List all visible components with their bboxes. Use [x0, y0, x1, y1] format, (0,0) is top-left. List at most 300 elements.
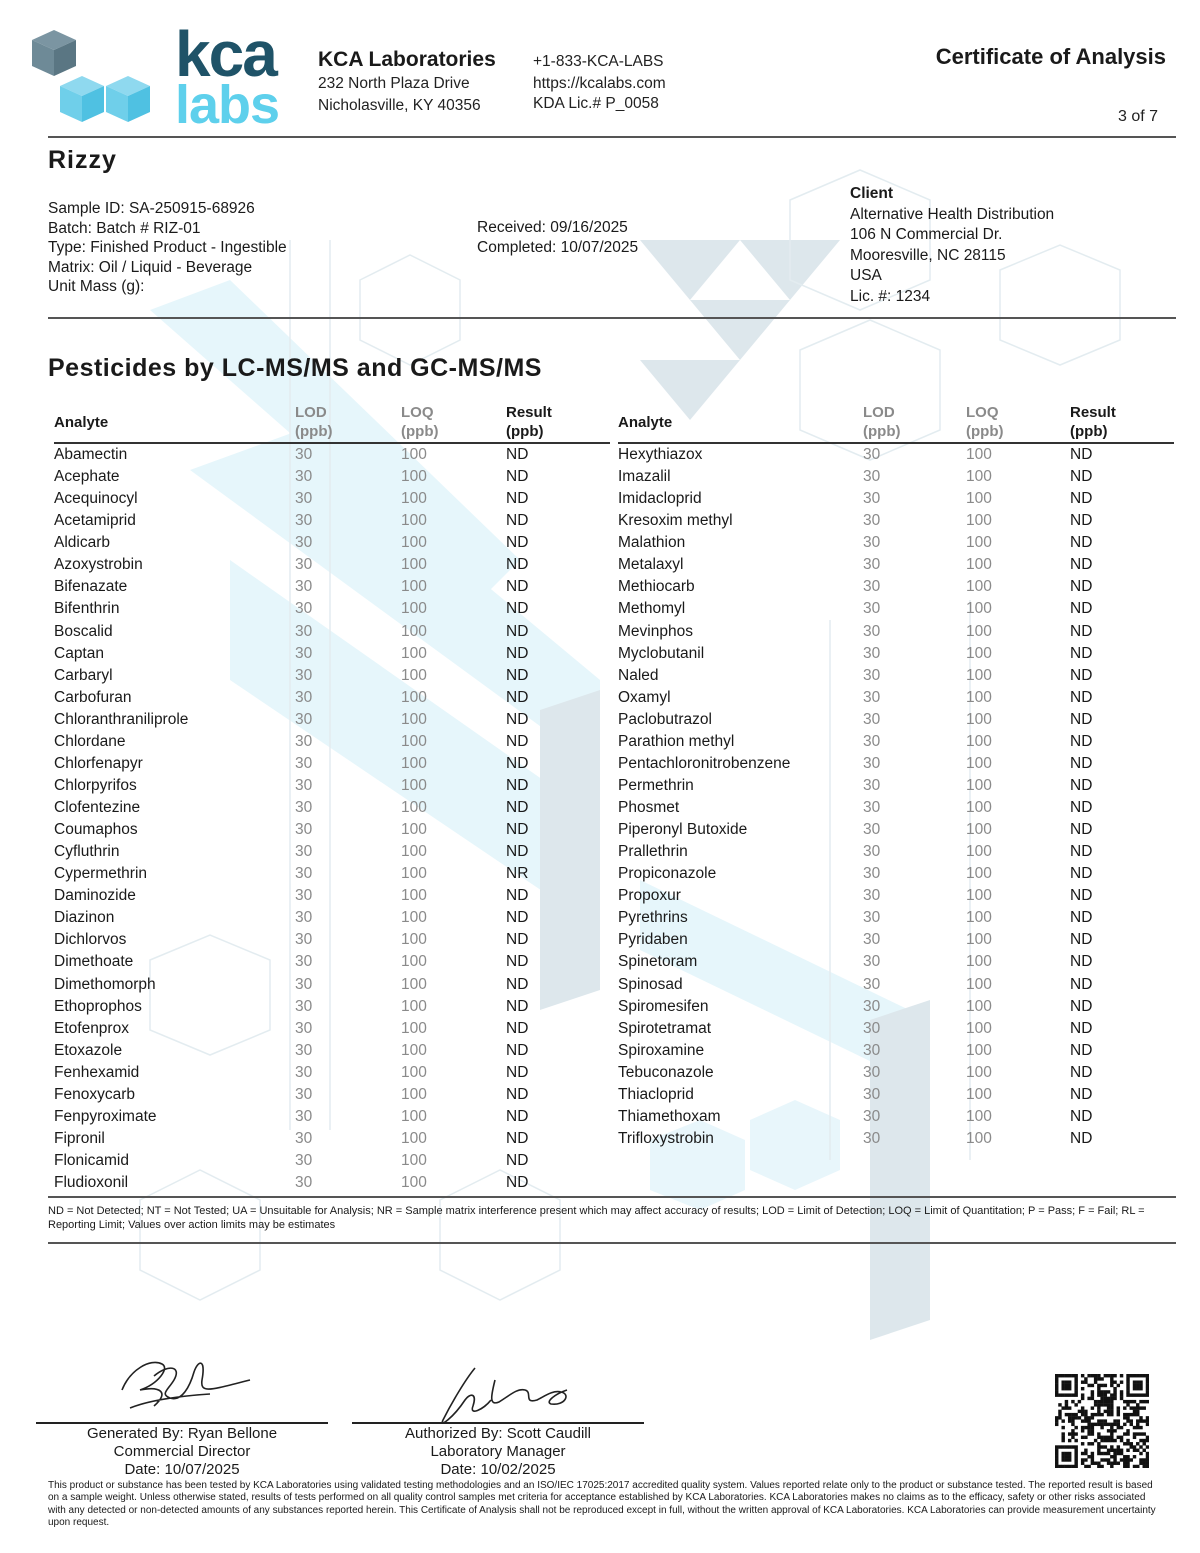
table-row [54, 488, 610, 510]
lod-cell: 30 [295, 997, 313, 1015]
result-cell: ND [506, 534, 529, 552]
lod-cell: 30 [295, 710, 313, 728]
loq-cell: 100 [401, 1129, 427, 1147]
loq-cell: 100 [401, 578, 427, 596]
authorized-role: Laboratory Manager [430, 1443, 566, 1460]
table-row [54, 443, 610, 466]
lod-cell: 30 [295, 1174, 313, 1192]
lod-cell: 30 [863, 688, 881, 706]
loq-header: LOQ (ppb) [401, 402, 506, 443]
lod-cell: 30 [295, 953, 313, 971]
analyte-cell: Fenoxycarb [54, 1085, 135, 1103]
client-heading: Client [850, 185, 894, 202]
client-street: 106 N Commercial Dr. [850, 226, 1003, 244]
table-row [618, 1128, 1174, 1150]
lod-cell: 30 [295, 600, 313, 618]
table-row [54, 841, 610, 863]
lab-website-link[interactable]: https://kcalabs.com [533, 75, 666, 92]
logo-wordmark-kca: kca [175, 18, 276, 90]
table-row [54, 974, 610, 996]
analyte-cell: Methiocarb [618, 578, 695, 596]
analyte-cell: Imazalil [618, 468, 671, 486]
analyte-cell: Chlorpyrifos [54, 776, 137, 794]
loq-cell: 100 [401, 997, 427, 1015]
analyte-cell: Methomyl [618, 600, 686, 618]
loq-cell: 100 [401, 975, 427, 993]
lod-cell: 30 [863, 1107, 881, 1125]
result-cell: ND [506, 468, 529, 486]
loq-cell: 100 [401, 865, 427, 883]
received-date: Received: 09/16/2025 [477, 219, 628, 236]
analyte-cell: Clofentezine [54, 799, 141, 816]
table-row [54, 885, 610, 907]
analyte-cell: Abamectin [54, 446, 128, 463]
loq-cell: 100 [966, 843, 992, 861]
analyte-cell: Diazinon [54, 909, 115, 927]
result-cell: ND [506, 666, 529, 684]
signature-ryan-bellone [110, 1350, 260, 1420]
section-title: Pesticides by LC-MS/MS and GC-MS/MS [48, 354, 542, 382]
lod-cell: 30 [863, 556, 881, 574]
result-cell: ND [506, 710, 529, 728]
table-row [54, 510, 610, 532]
table-row [618, 1018, 1174, 1040]
loq-cell: 100 [401, 1041, 427, 1059]
loq-cell: 100 [966, 1019, 992, 1037]
analyte-cell: Mevinphos [618, 622, 693, 640]
analyte-cell: Ethoprophos [54, 997, 142, 1015]
lod-cell: 30 [863, 468, 881, 486]
analyte-cell: Trifloxystrobin [618, 1129, 714, 1147]
table-row [618, 1040, 1174, 1062]
loq-cell: 100 [966, 490, 992, 508]
analyte-cell: Azoxystrobin [54, 556, 143, 574]
loq-cell: 100 [401, 1107, 427, 1125]
table-row [54, 687, 610, 709]
product-name: Rizzy [48, 146, 117, 174]
sample-unit-mass: Unit Mass (g): [48, 278, 145, 296]
generated-by: Generated By: Ryan Bellone [86, 1425, 278, 1442]
table-row [618, 797, 1174, 819]
result-cell: ND [506, 644, 529, 662]
result-cell: ND [506, 843, 529, 861]
logo-wordmark-labs: labs [175, 75, 280, 135]
result-cell: ND [1070, 1041, 1093, 1059]
loq-cell: 100 [966, 688, 992, 706]
result-cell: ND [1070, 821, 1093, 839]
table-row [618, 1062, 1174, 1084]
lod-cell: 30 [295, 865, 313, 883]
table-row [618, 598, 1174, 620]
result-cell: ND [1070, 688, 1093, 706]
loq-cell: 100 [401, 843, 427, 861]
table-row [618, 709, 1174, 731]
lod-cell: 30 [863, 997, 881, 1015]
table-row [618, 775, 1174, 797]
loq-cell: 100 [401, 887, 427, 905]
result-cell: ND [506, 1129, 529, 1147]
table-row [618, 974, 1174, 996]
analyte-cell: Dimethomorph [54, 975, 156, 993]
result-cell: ND [506, 953, 529, 971]
results-table-left [54, 402, 610, 1194]
loq-cell: 100 [401, 732, 427, 750]
document-title: Certificate of Analysis [935, 44, 1166, 69]
result-cell: ND [506, 975, 529, 993]
analyte-cell: Fenpyroximate [54, 1107, 157, 1125]
result-cell: ND [1070, 953, 1093, 971]
table-row [618, 929, 1174, 951]
loq-cell: 100 [966, 975, 992, 993]
result-cell: ND [506, 1174, 529, 1192]
lod-cell: 30 [863, 1063, 881, 1081]
result-cell: ND [506, 1019, 529, 1037]
result-cell: ND [506, 1063, 529, 1081]
analyte-cell: Paclobutrazol [618, 710, 712, 728]
analyte-cell: Daminozide [54, 887, 136, 905]
analyte-cell: Piperonyl Butoxide [618, 821, 748, 839]
loq-cell: 100 [401, 1063, 427, 1081]
table-row [54, 665, 610, 687]
analyte-cell: Chloranthraniliprole [54, 710, 189, 728]
result-cell: ND [1070, 1107, 1093, 1125]
loq-cell: 100 [401, 644, 427, 662]
qr-code-icon[interactable] [1055, 1374, 1149, 1468]
result-cell: ND [1070, 1019, 1093, 1037]
table-row [54, 576, 610, 598]
loq-cell: 100 [401, 490, 427, 508]
lod-cell: 30 [295, 578, 313, 596]
table-row [618, 687, 1174, 709]
analyte-cell: Cyfluthrin [54, 843, 120, 861]
analyte-cell: Captan [54, 644, 104, 662]
client-info [850, 205, 1054, 307]
loq-cell: 100 [966, 776, 992, 794]
lod-cell: 30 [863, 600, 881, 618]
result-cell: ND [506, 909, 529, 927]
table-row [54, 598, 610, 620]
analyte-header: Analyte [618, 402, 863, 443]
result-cell: ND [1070, 799, 1093, 816]
analyte-cell: Dichlorvos [54, 931, 127, 949]
footnote-divider [48, 1242, 1176, 1244]
lod-cell: 30 [863, 931, 881, 949]
result-cell: ND [506, 490, 529, 508]
result-cell: ND [1070, 622, 1093, 640]
lod-cell: 30 [863, 666, 881, 684]
analyte-cell: Acetamiprid [54, 512, 136, 530]
result-cell: ND [1070, 931, 1093, 949]
lab-phone: +1-833-KCA-LABS [533, 53, 664, 70]
table-row [618, 510, 1174, 532]
table-row [618, 996, 1174, 1018]
analyte-cell: Thiamethoxam [618, 1107, 721, 1125]
table-row [618, 532, 1174, 554]
table-row [618, 443, 1174, 466]
lod-cell: 30 [863, 776, 881, 794]
loq-cell: 100 [966, 997, 992, 1015]
analyte-cell: Kresoxim methyl [618, 512, 733, 530]
table-row [54, 907, 610, 929]
analyte-cell: Naled [618, 666, 659, 684]
table-row [54, 554, 610, 576]
loq-cell: 100 [401, 446, 427, 463]
analyte-cell: Tebuconazole [618, 1063, 714, 1081]
table-row [618, 466, 1174, 488]
loq-cell: 100 [401, 776, 427, 794]
sample-matrix: Matrix: Oil / Liquid - Beverage [48, 258, 253, 276]
lod-cell: 30 [295, 931, 313, 949]
result-cell: ND [506, 821, 529, 839]
analyte-cell: Boscalid [54, 622, 113, 640]
loq-cell: 100 [401, 688, 427, 706]
loq-cell: 100 [401, 821, 427, 839]
table-row [618, 665, 1174, 687]
loq-cell: 100 [966, 1129, 992, 1147]
loq-cell: 100 [401, 1152, 427, 1169]
lod-cell: 30 [295, 490, 313, 508]
loq-cell: 100 [966, 468, 992, 486]
loq-cell: 100 [401, 556, 427, 574]
result-cell: ND [506, 622, 529, 640]
analyte-cell: Coumaphos [54, 821, 138, 839]
result-cell: ND [506, 1041, 529, 1059]
lod-cell: 30 [295, 821, 313, 839]
sample-info [48, 199, 287, 297]
loq-cell: 100 [401, 909, 427, 927]
analyte-cell: Parathion methyl [618, 732, 735, 750]
result-cell: ND [1070, 710, 1093, 728]
signature-block-generated [36, 1425, 328, 1479]
lod-cell: 30 [863, 710, 881, 728]
analyte-cell: Spiromesifen [618, 997, 709, 1015]
loq-cell: 100 [966, 1041, 992, 1059]
table-bottom-divider [48, 1196, 1176, 1198]
result-cell: ND [1070, 865, 1093, 883]
result-cell: ND [506, 754, 529, 772]
table-row [54, 996, 610, 1018]
lod-cell: 30 [295, 1041, 313, 1059]
lod-cell: 30 [295, 975, 313, 993]
analyte-cell: Fludioxonil [54, 1174, 129, 1192]
result-cell: ND [1070, 1063, 1093, 1081]
result-cell: ND [1070, 556, 1093, 574]
analyte-cell: Chlordane [54, 732, 126, 750]
result-cell: ND [506, 556, 529, 574]
header-divider [48, 136, 1176, 138]
table-row [54, 1128, 610, 1150]
lod-cell: 30 [295, 887, 313, 905]
table-row [54, 731, 610, 753]
loq-cell: 100 [966, 666, 992, 684]
analyte-cell: Propoxur [618, 887, 681, 905]
loq-cell: 100 [401, 754, 427, 772]
analyte-cell: Bifenthrin [54, 600, 120, 618]
analyte-cell: Etoxazole [54, 1041, 123, 1059]
result-cell: ND [1070, 843, 1093, 861]
lod-cell: 30 [863, 799, 881, 816]
generated-date: Date: 10/07/2025 [124, 1461, 240, 1478]
loq-cell: 100 [966, 622, 992, 640]
analyte-cell: Bifenazate [54, 578, 128, 596]
result-header: Result (ppb) [1070, 402, 1174, 443]
result-cell: ND [506, 931, 529, 949]
lod-cell: 30 [295, 1129, 313, 1147]
loq-cell: 100 [401, 512, 427, 530]
loq-cell: 100 [966, 446, 992, 463]
loq-cell: 100 [401, 1174, 427, 1192]
analyte-cell: Acequinocyl [54, 490, 138, 508]
lod-cell: 30 [863, 843, 881, 861]
table-row [54, 775, 610, 797]
analyte-cell: Imidacloprid [618, 490, 702, 508]
loq-cell: 100 [966, 600, 992, 618]
table-row [618, 1106, 1174, 1128]
loq-cell: 100 [966, 754, 992, 772]
result-cell: ND [506, 799, 529, 816]
lod-cell: 30 [863, 1085, 881, 1103]
loq-cell: 100 [966, 512, 992, 530]
lod-header: LOD (ppb) [863, 402, 966, 443]
lod-cell: 30 [863, 887, 881, 905]
loq-cell: 100 [401, 468, 427, 486]
lod-cell: 30 [295, 1152, 313, 1169]
analyte-cell: Acephate [54, 468, 120, 486]
table-row [54, 643, 610, 665]
loq-cell: 100 [966, 1063, 992, 1081]
lod-cell: 30 [295, 1085, 313, 1103]
result-cell: ND [506, 776, 529, 794]
result-cell: ND [1070, 468, 1093, 486]
table-row [54, 1084, 610, 1106]
authorized-by: Authorized By: Scott Caudill [405, 1425, 591, 1442]
lod-cell: 30 [295, 799, 313, 816]
result-cell: ND [1070, 1129, 1093, 1147]
lod-cell: 30 [863, 534, 881, 552]
analyte-cell: Spiroxamine [618, 1041, 705, 1059]
table-row [54, 1040, 610, 1062]
lod-cell: 30 [295, 644, 313, 662]
loq-cell: 100 [966, 534, 992, 552]
signature-line-1 [36, 1422, 328, 1424]
page-number: 3 of 7 [1117, 108, 1158, 125]
analyte-cell: Etofenprox [54, 1019, 129, 1037]
client-name: Alternative Health Distribution [850, 206, 1055, 223]
lod-cell: 30 [863, 1019, 881, 1037]
generated-role: Commercial Director [113, 1443, 251, 1460]
lod-cell: 30 [863, 975, 881, 993]
table-row [54, 466, 610, 488]
abbreviations-footnote: ND = Not Detected; NT = Not Tested; UA = Unsuitable for Analysis; NR = Sample matrix interference present which may affect accuracy of results; LOD = Limit of Detection; LOQ = Limit of Quantitation; P = Pass; F = Fail; RL = Reporting Limit; Values over action limits may be estimates [48, 1205, 1145, 1231]
lod-cell: 30 [295, 843, 313, 861]
result-cell: ND [1070, 446, 1093, 463]
lod-cell: 30 [863, 865, 881, 883]
lod-cell: 30 [863, 446, 881, 463]
result-cell: ND [1070, 975, 1093, 993]
lab-address-line-2: Nicholasville, KY 40356 [318, 97, 481, 114]
analyte-cell: Spinetoram [618, 953, 698, 971]
loq-cell: 100 [966, 556, 992, 574]
sample-batch: Batch: Batch # RIZ-01 [48, 219, 201, 237]
table-row [54, 929, 610, 951]
sample-id: Sample ID: SA-250915-68926 [48, 200, 255, 217]
analyte-cell: Hexythiazox [618, 446, 703, 463]
result-cell: ND [1070, 512, 1093, 530]
lod-cell: 30 [295, 1063, 313, 1081]
analyte-cell: Chlorfenapyr [54, 754, 143, 772]
result-cell: ND [1070, 909, 1093, 927]
loq-cell: 100 [966, 953, 992, 971]
analyte-cell: Myclobutanil [618, 644, 705, 662]
analyte-cell: Oxamyl [618, 688, 671, 706]
table-row [54, 819, 610, 841]
analyte-cell: Phosmet [618, 799, 680, 816]
result-cell: ND [506, 1085, 529, 1103]
analyte-cell: Aldicarb [54, 534, 110, 552]
lod-cell: 30 [863, 512, 881, 530]
table-row [618, 951, 1174, 973]
table-header-row [54, 402, 610, 443]
lab-name: KCA Laboratories [318, 48, 496, 71]
lod-cell: 30 [863, 821, 881, 839]
loq-cell: 100 [966, 1085, 992, 1103]
result-cell: ND [1070, 732, 1093, 750]
client-city: Mooresville, NC 28115 [850, 246, 1006, 264]
loq-cell: 100 [401, 953, 427, 971]
table-row [54, 1018, 610, 1040]
lod-cell: 30 [863, 644, 881, 662]
result-cell: ND [1070, 887, 1093, 905]
lod-cell: 30 [863, 490, 881, 508]
result-cell: ND [506, 688, 529, 706]
result-cell: ND [506, 446, 529, 463]
loq-cell: 100 [401, 600, 427, 618]
loq-cell: 100 [966, 931, 992, 949]
client-license: Lic. #: 1234 [850, 287, 931, 305]
lab-license: KDA Lic.# P_0058 [533, 95, 659, 112]
loq-cell: 100 [401, 1085, 427, 1103]
result-cell: ND [506, 732, 529, 750]
lod-cell: 30 [295, 909, 313, 927]
lod-cell: 30 [295, 1019, 313, 1037]
loq-cell: 100 [966, 644, 992, 662]
table-row [618, 731, 1174, 753]
table-row [618, 907, 1174, 929]
table-row [618, 885, 1174, 907]
result-cell: ND [506, 600, 529, 618]
table-row [618, 841, 1174, 863]
table-row [54, 621, 610, 643]
lod-cell: 30 [863, 622, 881, 640]
analyte-cell: Metalaxyl [618, 556, 684, 574]
table-row [54, 1172, 610, 1194]
results-table-right [618, 402, 1174, 1150]
analyte-header: Analyte [54, 402, 295, 443]
lod-cell: 30 [295, 556, 313, 574]
table-row [54, 709, 610, 731]
result-cell: ND [1070, 776, 1093, 794]
loq-cell: 100 [966, 710, 992, 728]
analyte-cell: Pyrethrins [618, 909, 688, 927]
lod-cell: 30 [863, 578, 881, 596]
table-row [54, 1150, 610, 1172]
analyte-cell: Pentachloronitrobenzene [618, 754, 791, 772]
result-cell: ND [1070, 578, 1093, 596]
sample-type: Type: Finished Product - Ingestible [48, 239, 287, 257]
loq-cell: 100 [401, 799, 427, 816]
loq-cell: 100 [401, 710, 427, 728]
lod-header: LOD (ppb) [295, 402, 401, 443]
